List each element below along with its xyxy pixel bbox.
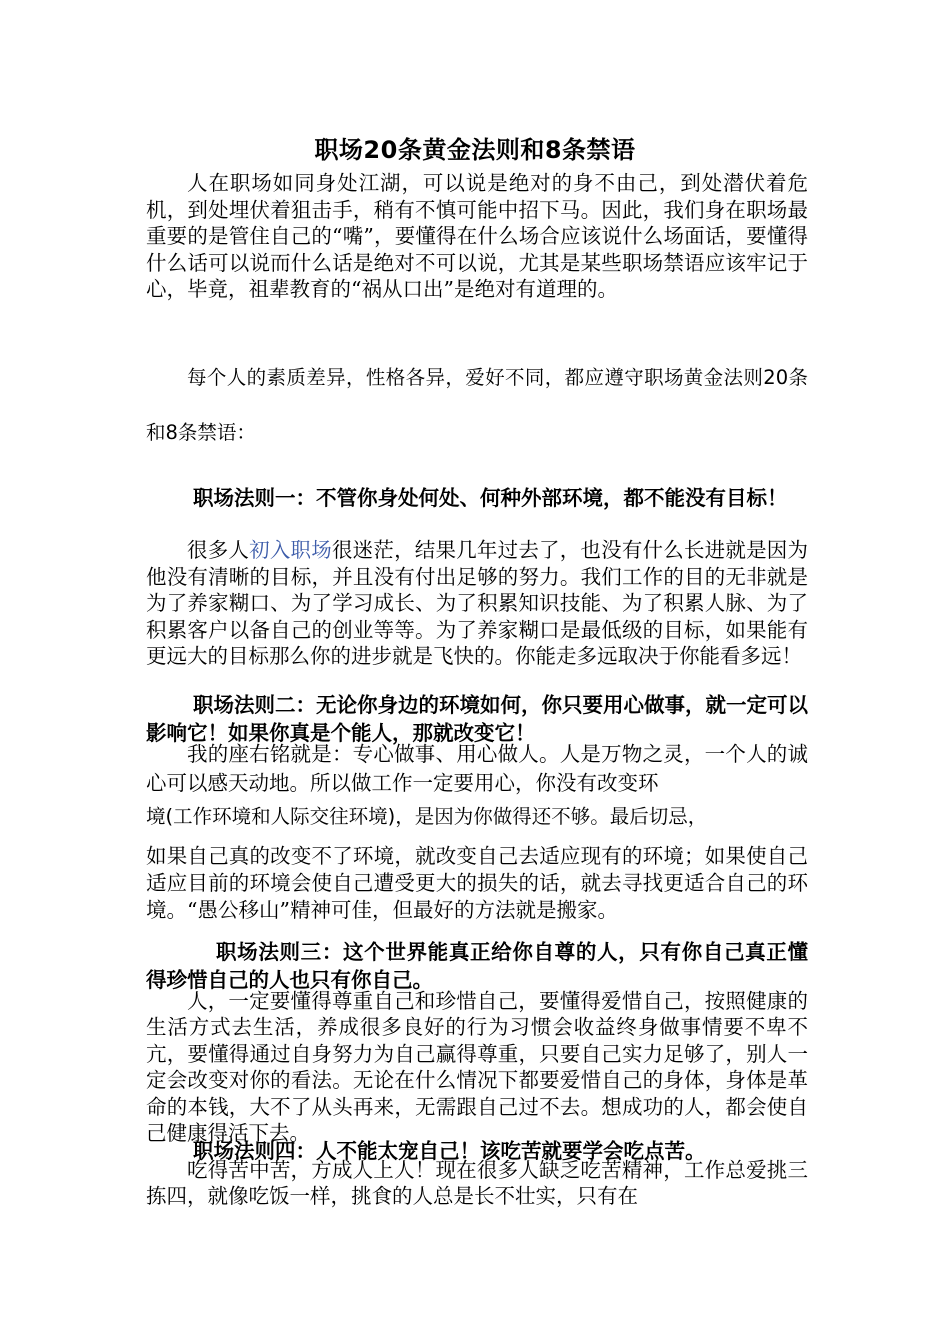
summary-paragraph: 每个人的素质差异，性格各异，爱好不同，都应遵守职场黄金法则20条和8条禁语： (146, 366, 808, 444)
document-title: 职场20条黄金法则和8条禁语 (314, 136, 636, 164)
intro-paragraph: 人在职场如同身处江湖，可以说是绝对的身不由己，到处潜伏着危机，到处埋伏着狙击手，稍有不慎可能中招下马。因此，我们身在职场最重要的是管住自己的“嘴”，要懂得在什么场合应该说什么场面话，要懂得什么话可以说而什么话是绝对不可以说，尤其是某些职场禁语应该牢记于心，毕竟，祖辈教育的“祸从口出”是绝对有道理的。 (146, 171, 808, 301)
rule4-body: 吃得苦中苦，方成人上人！现在很多人缺乏吃苦精神，工作总爱挑三拣四，就像吃饭一样，挑食的人总是长不壮实，只有在 (146, 1158, 808, 1209)
rule1-heading: 职场法则一：不管你身处何处、何种外部环境，都不能没有目标！ (193, 486, 788, 510)
rule2-heading: 职场法则二：无论你身边的环境如何，你只要用心做事，就一定可以影响它！如果你真是个能人，那就改变它！ (146, 693, 808, 745)
rule1-body (146, 537, 808, 670)
rule3-body: 人，一定要懂得尊重自己和珍惜自己，要懂得爱惜自己，按照健康的生活方式去生活，养成很多良好的行为习惯会收益终身做事情要不卑不亢，要懂得通过自身努力为自己赢得尊重，只要自己实力足够了，别人一定会改变对你的看法。无论在什么情况下都要爱惜自己的身体，身体是革命的本钱，大不了从头再来，无需跟自己过不去。想成功的人，都会使自己健康得活下去。 (146, 989, 808, 1146)
rule1-body-rest: 很迷茫，结果几年过去了，也没有什么长进就是因为他没有清晰的目标，并且没有付出足够的努力。我们工作的目的无非就是为了养家糊口、为了学习成长、为了积累知识技能、为了积累人脉、为了积累客户以备自己的创业等等。为了养家糊口是最低级的目标，如果能有更远大的目标那么你的进步就是飞快的。你能走多远取决于你能看多远！ (146, 538, 809, 669)
rule2-body-part3: 如果自己真的改变不了环境，就改变自己去适应现有的环境；如果使自己适应目前的环境会使自己遭受更大的损失的话，就去寻找更适合自己的环境。“愚公移山”精神可佳，但最好的方法就是搬家。 (146, 844, 808, 922)
rule4-heading: 职场法则四：人不能太宠自己！该吃苦就要学会吃点苦。 (193, 1139, 706, 1163)
rule2-body-part2: 境(工作环境和人际交往环境)，是因为你做得还不够。最后切忌， (146, 805, 708, 828)
rule1-body-start: 很多人 (187, 538, 250, 562)
rule2-body-part1: 我的座右铭就是：专心做事、用心做人。人是万物之灵，一个人的诚心可以感天动地。所以做工作一定要用心，你没有改变环 (146, 742, 808, 795)
first-job-link[interactable]: 初入职场 (249, 538, 332, 562)
rule3-heading: 职场法则三：这个世界能真正给你自尊的人，只有你自己真正懂得珍惜自己的人也只有你自己。 (146, 940, 808, 992)
